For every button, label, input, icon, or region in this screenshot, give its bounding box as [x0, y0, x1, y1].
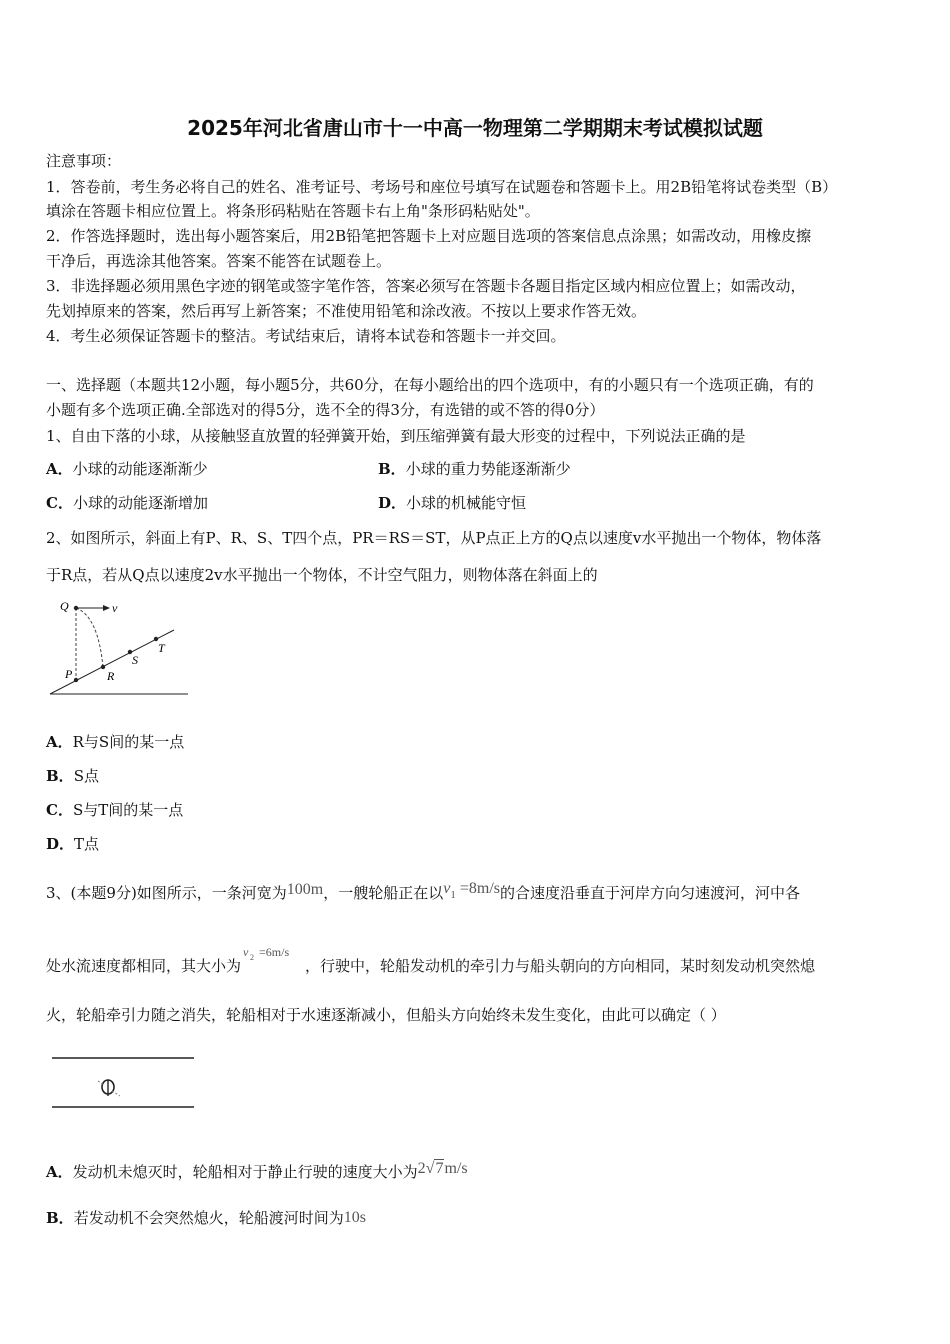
sqrt-icon: √ — [425, 1160, 435, 1177]
math-coefficient: 2 — [417, 1160, 426, 1177]
math-time: 10s — [343, 1209, 366, 1226]
math-v2-value: =6m/s — [259, 945, 290, 959]
label-p: P — [65, 667, 73, 681]
question-2-stem: 2、如图所示，斜面上有P、R、S、T四个点，PR＝RS＝ST，从P点正上方的Q点以速度v水平抛出一个物体，物体落 — [46, 529, 822, 547]
point-q — [74, 606, 78, 610]
option-text: 若发动机不会突然熄火，轮船渡河时间为 — [73, 1209, 344, 1227]
question-1-option-a — [46, 458, 208, 480]
question-3-stem: 火，轮船牵引力随之消失，轮船相对于水速逐渐减小，但船头方向始终未发生变化，由此可以确定（ ） — [46, 1006, 726, 1024]
label-t: T — [158, 641, 165, 655]
math-v2-expression — [241, 945, 305, 977]
option-text: S与T间的某一点 — [72, 801, 184, 819]
stem-text: ，行驶中，轮船发动机的牵引力与船头朝向的方向相同，某时刻发动机突然熄 — [305, 957, 816, 975]
ship-direction-mark — [112, 1091, 120, 1096]
option-label: B． — [46, 1209, 74, 1227]
option-label: B． — [46, 767, 74, 785]
option-text: 小球的重力势能逐渐渐少 — [405, 460, 571, 478]
page-title: 2025年河北省唐山市十一中高一物理第二学期期末考试模拟试题 — [187, 116, 763, 140]
math-v1-symbol: v — [443, 880, 451, 897]
option-label: A． — [46, 1163, 73, 1181]
question-1-option-d — [378, 492, 526, 514]
stem-text: 处水流速度都相同，其大小为 — [46, 957, 242, 975]
option-label: D． — [46, 835, 75, 853]
question-2-option-b — [46, 765, 99, 787]
question-2-option-a — [46, 731, 184, 753]
stem-text: ，一艘轮船正在以 — [323, 884, 444, 902]
question-1-stem: 1、自由下落的小球，从接触竖直放置的轻弹簧开始，到压缩弹簧有最大形变的过程中，下列说法正确的是 — [46, 427, 746, 445]
question-1-option-b — [378, 458, 571, 480]
question-3-option-a — [46, 1158, 468, 1183]
option-text: S点 — [73, 767, 99, 785]
label-r: R — [107, 669, 115, 683]
option-text: 发动机未熄灭时，轮船相对于静止行驶的速度大小为 — [72, 1163, 418, 1181]
math-v2-subscript: 2 — [250, 953, 255, 962]
option-label: B． — [378, 460, 406, 478]
math-v1-subscript: 1 — [450, 889, 456, 901]
question-2-option-c — [46, 799, 183, 821]
notice-line: 1．答卷前，考生务必将自己的姓名、准考证号、考场号和座位号填写在试题卷和答题卡上。用2B铅笔将试卷类型（B） — [46, 178, 838, 196]
question-3-stem — [46, 945, 816, 977]
notice-line: 先划掉原来的答案，然后再写上新答案；不准使用铅笔和涂改液。不按以上要求作答无效。 — [46, 302, 647, 320]
option-label: C． — [46, 801, 73, 819]
question-1-option-c — [46, 492, 208, 514]
section-heading: 小题有多个选项正确.全部选对的得5分，选不全的得3分，有选错的或不答的得0分） — [46, 401, 605, 419]
option-label: C． — [46, 494, 73, 512]
option-text: T点 — [74, 835, 100, 853]
section-heading: 一、选择题（本题共12小题，每小题5分，共60分，在每小题给出的四个选项中，有的小题只有一个选项正确，有的 — [46, 376, 814, 394]
notice-line: 干净后，再选涂其他答案。答案不能答在试题卷上。 — [46, 252, 392, 270]
option-text: 小球的动能逐渐增加 — [72, 494, 208, 512]
math-unit: m/s — [444, 1160, 468, 1177]
option-text: 小球的机械能守恒 — [406, 494, 527, 512]
stem-text: 的合速度沿垂直于河岸方向匀速渡河，河中各 — [500, 884, 801, 902]
math-river-width: 100m — [286, 881, 324, 898]
river-figure — [50, 1050, 198, 1114]
question-2-stem: 于R点，若从Q点以速度2v水平抛出一个物体，不计空气阻力，则物体落在斜面上的 — [46, 566, 598, 584]
label-v: v — [112, 601, 118, 615]
option-label: D． — [378, 494, 407, 512]
math-v1-value: =8m/s — [459, 880, 501, 897]
option-text: R与S间的某一点 — [72, 733, 185, 751]
notice-line: 3．非选择题必须用黑色字迹的钢笔或签字笔作答，答案必须写在答题卡各题目指定区域内相应位置上；如需改动， — [46, 277, 806, 295]
question-2-option-d — [46, 833, 99, 855]
point-p — [74, 678, 78, 682]
math-radicand: 7 — [435, 1160, 444, 1177]
trajectory-curve — [76, 608, 103, 667]
notice-line: 填涂在答题卡相应位置上。将条形码粘贴在答题卡右上角"条形码粘贴处"。 — [46, 202, 540, 220]
point-r — [101, 665, 105, 669]
option-label: A． — [46, 460, 73, 478]
stem-text: 3、(本题9分)如图所示，一条河宽为 — [46, 884, 287, 902]
incline-figure — [46, 594, 196, 700]
arrow-head — [103, 605, 110, 611]
math-v2-symbol: v — [243, 945, 249, 959]
option-label: A． — [46, 733, 73, 751]
question-3-option-b — [46, 1207, 366, 1229]
option-text: 小球的动能逐渐渐少 — [72, 460, 208, 478]
label-q: Q — [60, 599, 69, 613]
notice-line: 4．考生必须保证答题卡的整洁。考试结束后，请将本试卷和答题卡一并交回。 — [46, 327, 566, 345]
notice-line: 2．作答选择题时，选出每小题答案后，用2B铅笔把答题卡上对应题目选项的答案信息点涂黑；如需改动，用橡皮擦 — [46, 227, 812, 245]
notice-heading: 注意事项： — [46, 152, 122, 170]
label-s: S — [132, 653, 138, 667]
question-3-stem — [46, 878, 800, 906]
